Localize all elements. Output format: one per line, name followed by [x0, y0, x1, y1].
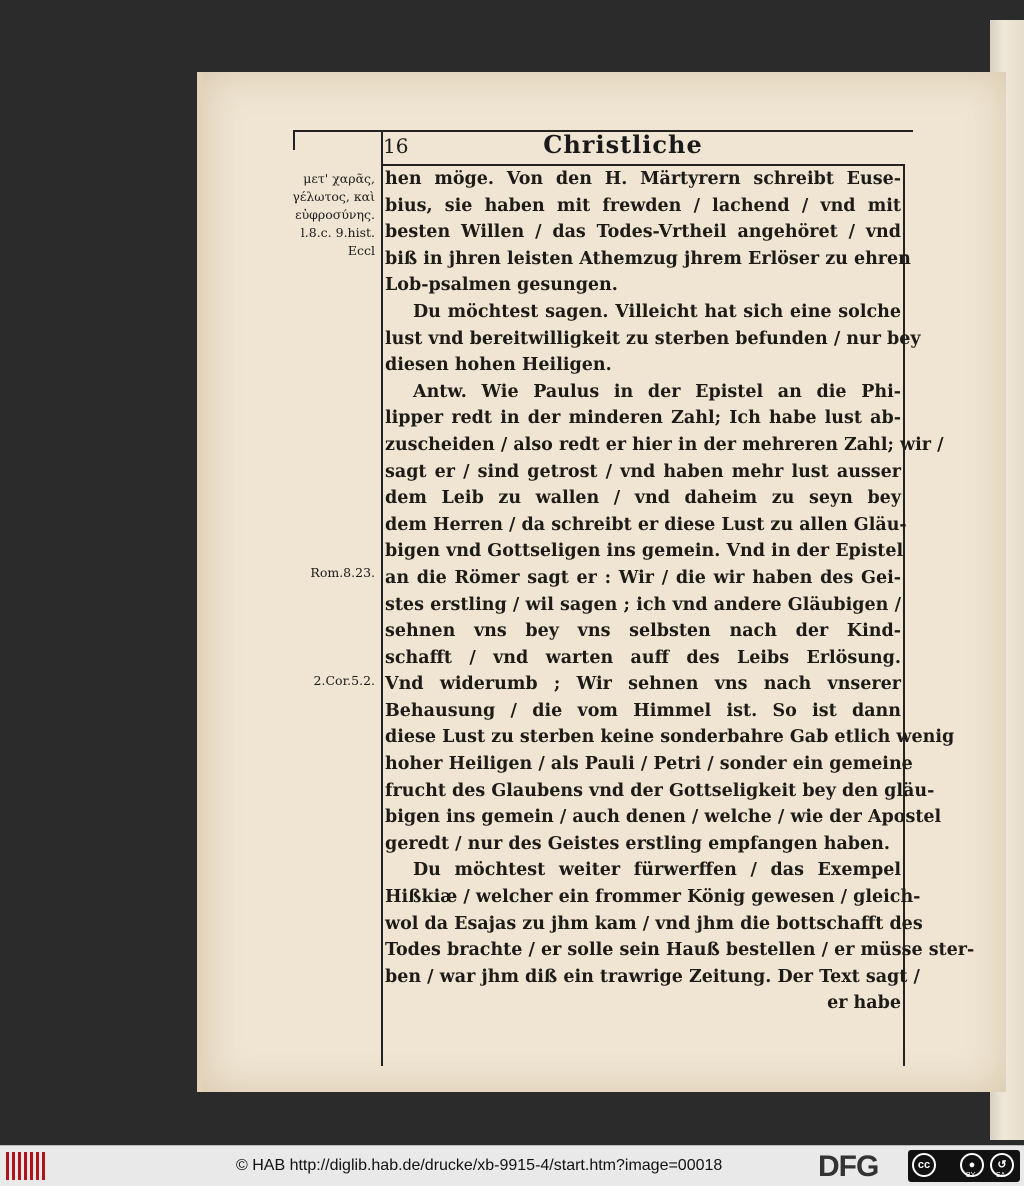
text-line: Lob-psalmen gesungen.	[385, 275, 618, 296]
text-line: bigen ins gemein / auch denen / welche / wie der Apostel	[385, 807, 942, 828]
margin-note-rom: Rom.8.23.	[310, 565, 375, 580]
footer-url[interactable]: © HAB http://diglib.hab.de/drucke/xb-9915-4/start.htm?image=00018	[236, 1157, 723, 1174]
text-line: diese Lust zu sterben keine sonderbahre Gab etlich wenig	[385, 727, 955, 748]
text-line: hen möge. Von den H. Märtyrern schreibt Euse-	[385, 169, 901, 189]
text-line: er habe	[827, 993, 901, 1014]
text-line: biß in jhren leisten Athemzug jhrem Erlöser zu ehren	[385, 248, 911, 269]
text-line: frucht des Glaubens vnd der Gottseligkeit bey den gläu-	[385, 780, 935, 801]
cc-by-label: BY	[966, 1172, 976, 1179]
cc-icon: cc	[912, 1153, 936, 1177]
page-header	[293, 130, 913, 164]
sa-icon: ↺	[990, 1153, 1014, 1177]
page-frame	[292, 130, 975, 1068]
text-line: dem Leib zu wallen / vnd daheim zu seyn bey	[385, 488, 901, 509]
text-line: Vnd widerumb ; Wir sehnen vns nach vnserer	[385, 674, 901, 695]
book-page	[197, 72, 1006, 1092]
text-line: Antw. Wie Paulus in der Epistel an die Phi-	[413, 381, 901, 402]
text-line: Hißkiæ / welcher ein frommer König gewesen / gleich-	[385, 887, 921, 908]
margin-notes	[293, 164, 381, 1064]
margin-note-greek: μετ' χαρᾶς, γέλωτος, καὶ εὐφροσύνης. l.8.c. 9.hist. Eccl	[292, 171, 375, 258]
text-line: zuscheiden / also redt er hier in der mehreren Zahl; wir /	[385, 434, 944, 455]
text-line: Todes brachte / er solle sein Hauß bestellen / er müsse ster-	[385, 940, 975, 961]
body-text	[385, 166, 975, 1017]
text-line: lust vnd bereitwilligkeit zu sterben befunden / nur bey	[385, 328, 921, 349]
text-line: ben / war jhm diß ein trawrige Zeitung. Der Text sagt /	[385, 966, 920, 987]
margin-divider-rule	[381, 130, 383, 1066]
running-head: Christliche	[543, 130, 703, 159]
footer-bar	[0, 1145, 1024, 1186]
text-line: diesen hohen Heiligen.	[385, 355, 612, 376]
text-line: hoher Heiligen / als Pauli / Petri / sonder ein gemeine	[385, 754, 913, 775]
text-line: sagt er / sind getrost / vnd haben mehr lust ausser	[385, 461, 901, 482]
cc-sa-label: SA	[996, 1172, 1006, 1179]
text-line: lipper redt in der minderen Zahl; Ich habe lust ab-	[385, 408, 901, 429]
text-line: stes erstling / wil sagen ; ich vnd andere Gläubigen /	[385, 594, 901, 615]
text-line: dem Herren / da schreibt er diese Lust zu allen Gläu-	[385, 514, 907, 535]
text-line: schafft / vnd warten auff des Leibs Erlösung.	[385, 647, 901, 668]
text-line: besten Willen / das Todes-Vrtheil angehöret / vnd	[385, 222, 901, 243]
cc-license-badge[interactable]	[908, 1150, 1020, 1182]
by-icon: ●	[960, 1153, 984, 1177]
text-line: sehnen vns bey vns selbsten nach der Kind-	[385, 621, 901, 642]
text-line: bigen vnd Gottseligen ins gemein. Vnd in der Epistel	[385, 541, 904, 562]
text-line: Behausung / die vom Himmel ist. So ist dann	[385, 700, 901, 721]
text-line: geredt / nur des Geistes erstling empfangen haben.	[385, 833, 890, 854]
text-line: bius, sie haben mit frewden / lachend / vnd mit	[385, 195, 901, 216]
dfg-logo: DFG	[818, 1150, 879, 1183]
page-number: 16	[383, 134, 409, 158]
margin-note-cor: 2.Cor.5.2.	[313, 673, 375, 688]
text-line: Du möchtest weiter fürwerffen / das Exempel	[413, 860, 901, 881]
text-line: wol da Esajas zu jhm kam / vnd jhm die bottschafft des	[385, 913, 923, 934]
text-line: Du möchtest sagen. Villeicht hat sich eine solche	[413, 301, 901, 322]
text-line: an die Römer sagt er : Wir / die wir haben des Gei-	[385, 567, 901, 588]
hab-logo	[6, 1152, 48, 1180]
